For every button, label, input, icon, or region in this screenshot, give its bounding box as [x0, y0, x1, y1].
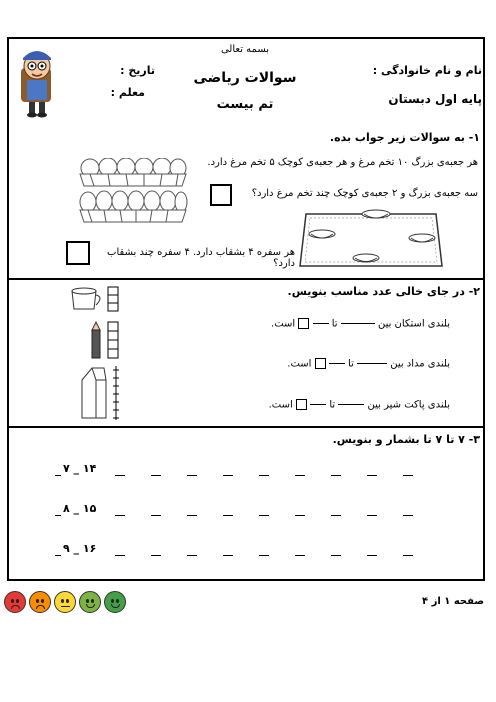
name-label: نام و نام خانوادگی : — [372, 64, 482, 77]
fill-row-start: بلندی استکان بین — [377, 318, 450, 330]
neutral-face-icon[interactable] — [54, 591, 76, 613]
blank-from[interactable] — [341, 323, 375, 324]
answer-dash — [151, 515, 161, 516]
teacher-label: معلم : — [110, 86, 145, 99]
table-plates-illustration — [296, 208, 446, 270]
answer-dash — [295, 515, 305, 516]
section1-heading: ۱- به سوالات زیر جواب بده. — [329, 131, 480, 144]
count-line-1[interactable] — [55, 464, 445, 478]
answer-box-eggs[interactable] — [210, 184, 232, 206]
answer-dash — [331, 555, 341, 556]
answer-dash — [115, 555, 125, 556]
blank-to[interactable] — [310, 404, 326, 405]
blank-from[interactable] — [357, 363, 387, 364]
very-happy-face-icon[interactable] — [104, 591, 126, 613]
egg-carton-small-icon — [78, 158, 188, 188]
answer-dash — [223, 515, 233, 516]
fill-row-mid: تا — [329, 399, 336, 411]
answer-box-plates[interactable] — [66, 241, 90, 265]
fill-row-start: بلندی مداد بین — [390, 358, 450, 370]
question1-text: هر جعبه‌ی بزرگ ۱۰ تخم مرغ و هر جعبه‌ی کوچک ۵ تخم مرغ دارد. — [207, 157, 478, 168]
answer-dash — [187, 555, 197, 556]
answer-dash — [223, 555, 233, 556]
date-label: تاریخ : — [120, 64, 155, 77]
blank-to[interactable] — [313, 323, 329, 324]
blank-to[interactable] — [329, 363, 345, 364]
answer-dash — [259, 515, 269, 516]
answer-dash — [367, 555, 377, 556]
question2-text: سه جعبه‌ی بزرگ و ۲ جعبه‌ی کوچک چند تخم مرغ دارد؟ — [251, 188, 478, 199]
feedback-faces — [4, 591, 126, 613]
answer-dash — [259, 475, 269, 476]
fill-row-start: بلندی پاکت شیر بین — [367, 399, 450, 411]
sad-face-icon[interactable] — [29, 591, 51, 613]
answer-dash — [259, 555, 269, 556]
grade-label: پایه اول دبستان — [388, 92, 482, 106]
answer-dash — [403, 515, 413, 516]
answer-dash — [295, 555, 305, 556]
answer-dash — [187, 515, 197, 516]
page-number: صفحه ۱ از ۴ — [422, 596, 484, 607]
egg-carton-large-icon — [78, 190, 188, 224]
fill-row-mid: تا — [347, 358, 354, 370]
fill-row-pencil — [230, 358, 450, 370]
very-sad-face-icon[interactable] — [4, 591, 26, 613]
question3-text: هر سفره ۴ بشقاب دارد. ۴ سفره چند بشقاب دارد؟ — [107, 247, 295, 269]
happy-face-icon[interactable] — [79, 591, 101, 613]
answer-dash — [187, 475, 197, 476]
page-title: سوالات ریاضی — [193, 70, 297, 86]
answer-box[interactable] — [298, 318, 309, 329]
answer-dash — [367, 475, 377, 476]
answer-dash — [331, 515, 341, 516]
answer-dash — [295, 475, 305, 476]
answer-dash — [331, 475, 341, 476]
fill-row-end: است. — [287, 358, 312, 370]
answer-dash — [115, 515, 125, 516]
answer-box[interactable] — [296, 399, 307, 410]
answer-box[interactable] — [315, 358, 326, 369]
answer-dash — [223, 475, 233, 476]
count-line-2[interactable] — [55, 504, 445, 518]
count-line-start: ۹ _ ۱۶ — [63, 542, 97, 555]
fill-row-cup — [230, 318, 450, 330]
fill-row-mid: تا — [331, 318, 338, 330]
pencil-measure-illustration — [86, 320, 126, 360]
student-mascot-icon — [15, 46, 59, 118]
fill-row-end: است. — [268, 399, 293, 411]
milk-carton-measure-illustration — [76, 364, 128, 422]
answer-dash — [55, 555, 61, 556]
page-subtitle: تم بیست — [216, 97, 274, 112]
fill-row-end: است. — [271, 318, 296, 330]
answer-dash — [55, 475, 61, 476]
cup-measure-illustration — [68, 285, 120, 313]
answer-dash — [403, 555, 413, 556]
count-line-3[interactable] — [55, 544, 445, 558]
answer-dash — [367, 515, 377, 516]
fill-row-milk — [230, 399, 450, 411]
section-divider-1 — [7, 278, 485, 280]
count-line-start: ۸ _ ۱۵ — [63, 502, 97, 515]
answer-dash — [115, 475, 125, 476]
section-divider-2 — [7, 426, 485, 428]
answer-dash — [151, 555, 161, 556]
answer-dash — [55, 515, 61, 516]
section3-heading: ۳- ۷ تا ۷ تا بشمار و بنویس. — [332, 433, 480, 446]
section2-heading: ۲- در جای خالی عدد مناسب بنویس. — [287, 285, 480, 298]
count-line-start: ۷ _ ۱۴ — [63, 462, 97, 475]
blank-from[interactable] — [338, 404, 364, 405]
answer-dash — [403, 475, 413, 476]
answer-dash — [151, 475, 161, 476]
basmala: بسمه تعالی — [220, 44, 270, 55]
